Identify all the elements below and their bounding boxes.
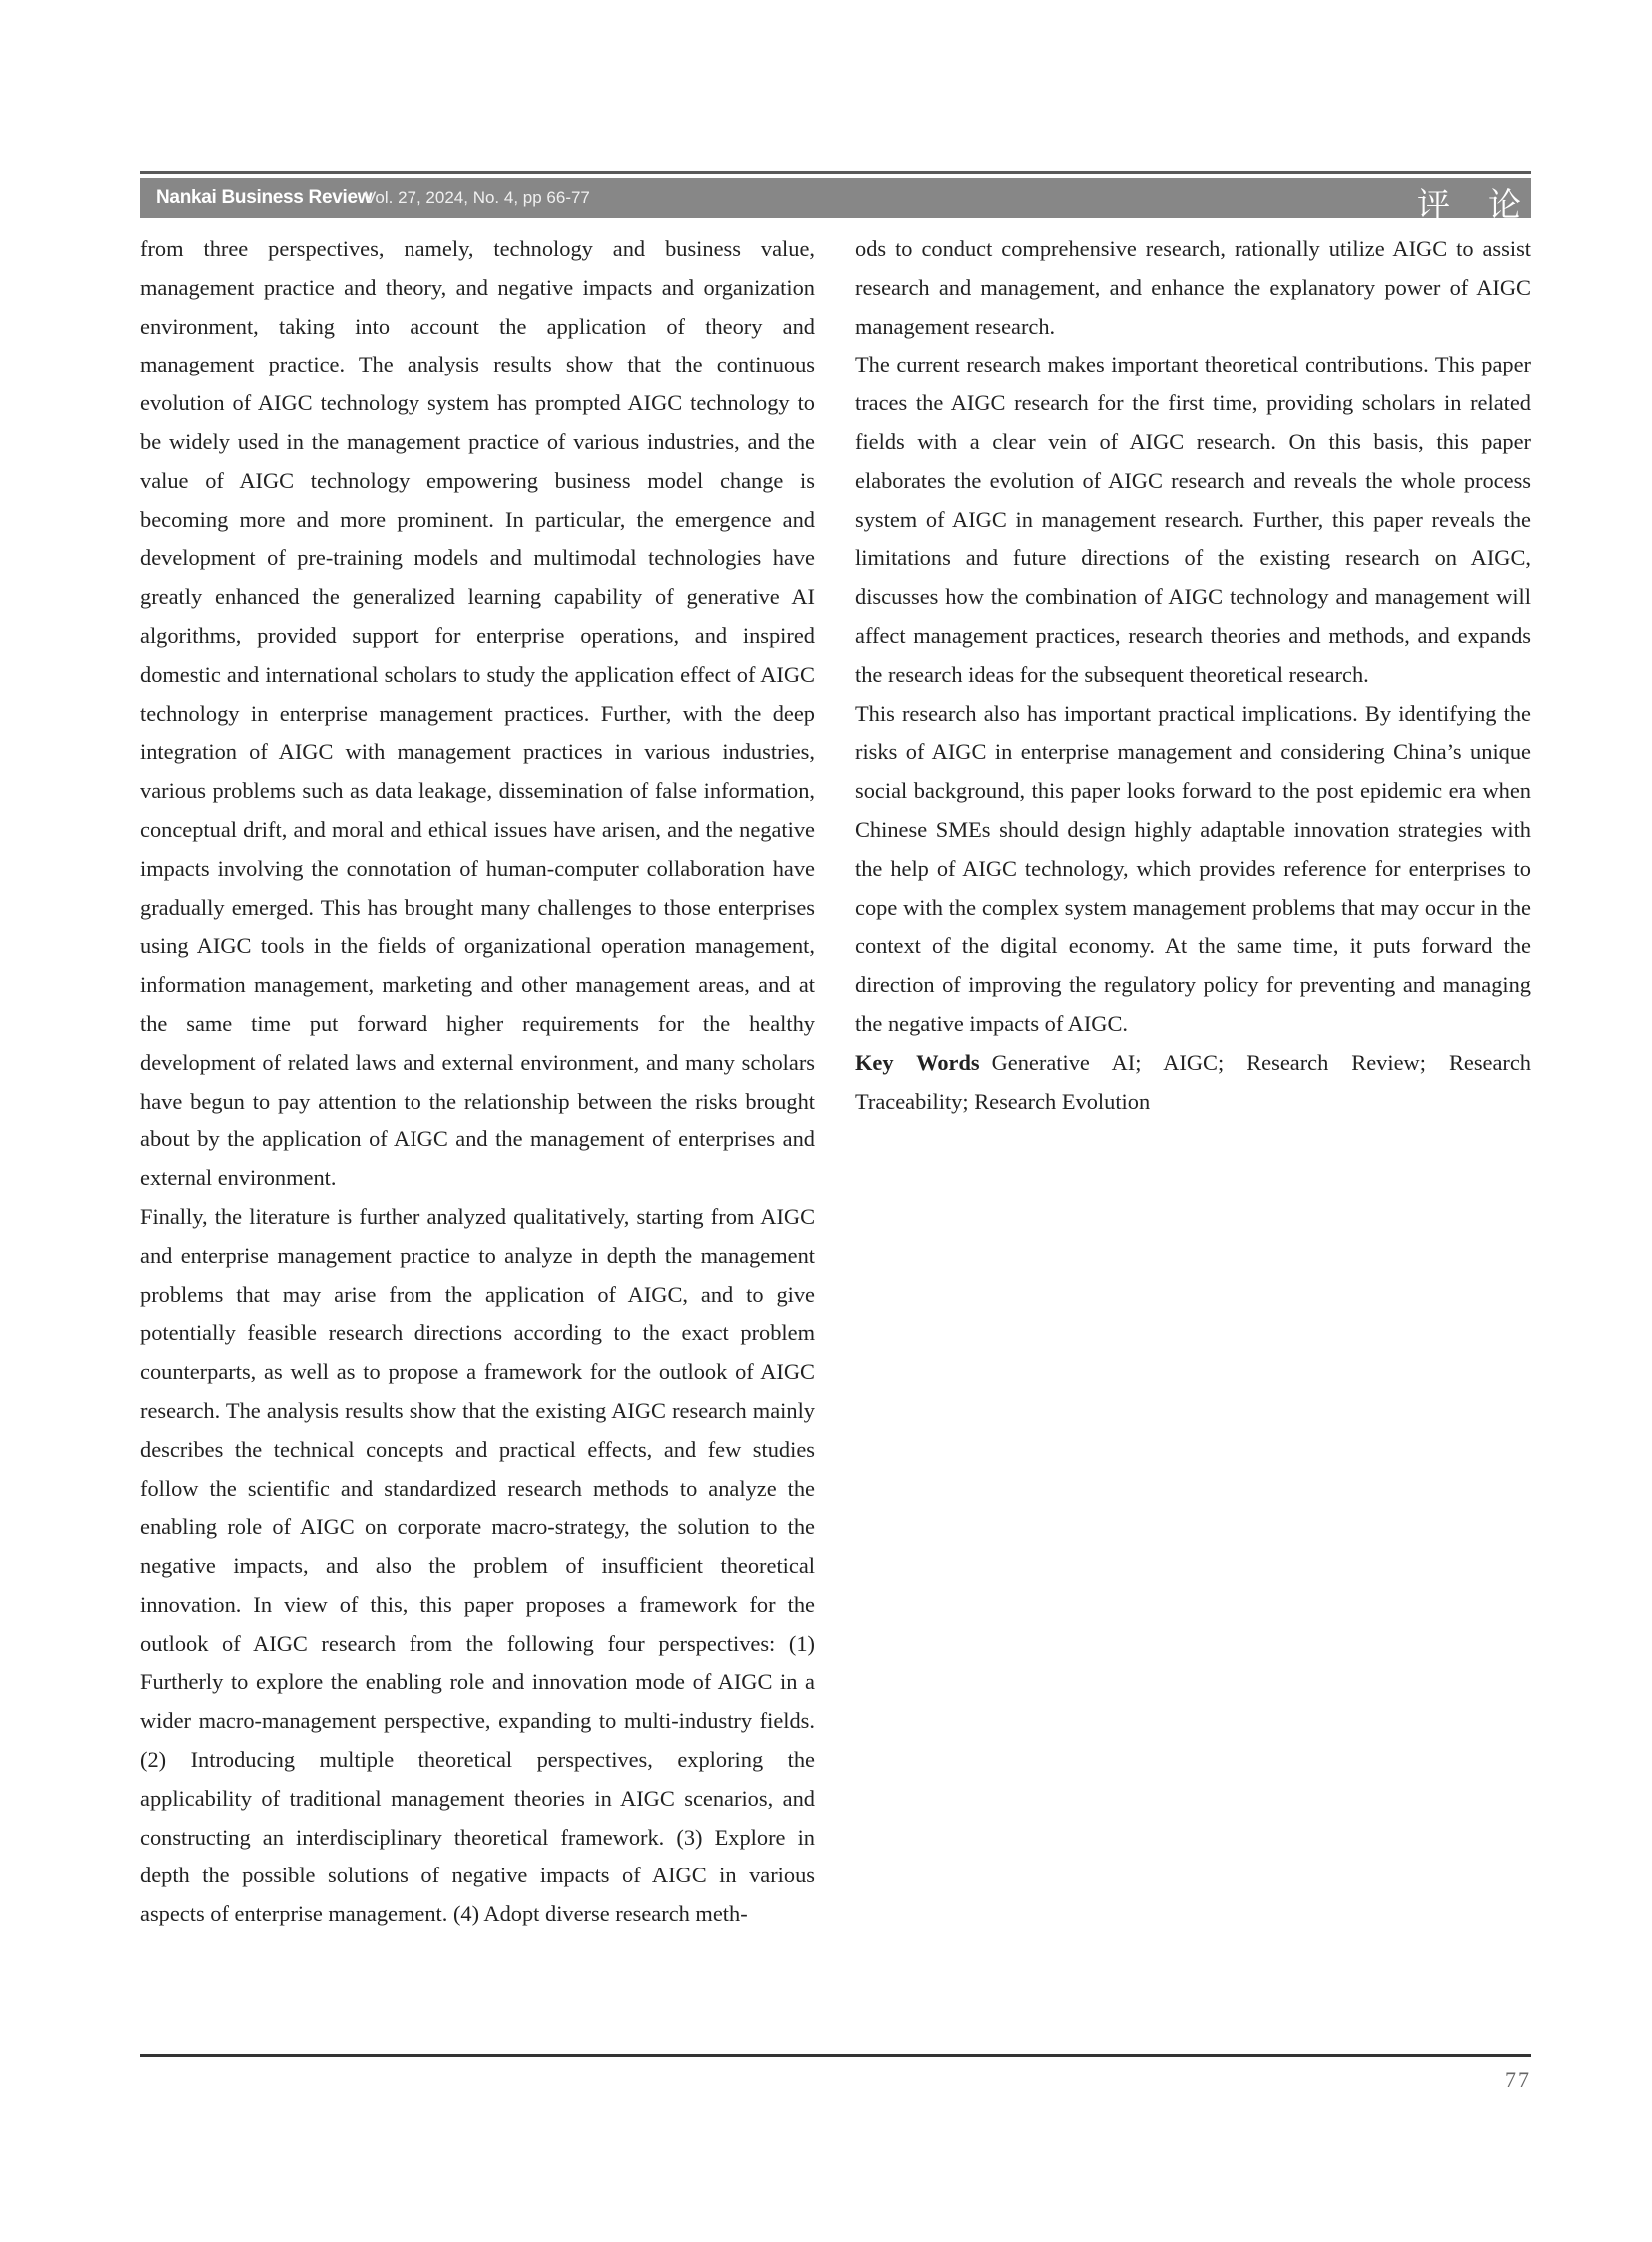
keywords bbox=[855, 1044, 1531, 1121]
footer-rule bbox=[140, 2054, 1531, 2057]
body-paragraph: The current research makes important theoretical contributions. This paper traces the AIGC research for the first time, providing scholars in related fields with a clear vein of AIGC research. On this basis, this paper elaborates the evolution of AIGC research and reveals the whole process system of AIGC in management research. Further, this paper reveals the limitations and future directions of the existing research on AIGC, discusses how the combination of AIGC technology and management will affect management practices, research theories and methods, and expands the research ideas for the subsequent theoretical research. bbox=[855, 352, 1531, 687]
page-number: 77 bbox=[1505, 2067, 1531, 2092]
body-paragraph: This research also has important practical implications. By identifying the risks of AIGC in enterprise management and considering China’s unique social background, this paper looks forward to the post epidemic era when Chinese SMEs should design highly adaptable innovation strategies with the help of AIGC technology, which provides reference for enterprises to cope with the complex system management problems that may occur in the context of the digital economy. At the same time, it puts forward the direction of improving the regulatory policy for preventing and managing the negative impacts of AIGC. bbox=[855, 700, 1531, 1036]
body-paragraph: Finally, the literature is further analyzed qualitatively, starting from AIGC and enterprise management practice to analyze in depth the management problems that may arise from the application of AIGC, and to give potentially feasible research directions according to the exact problem counterparts, as well as to propose a framework for the outlook of AIGC research. The analysis results show that the existing AIGC research mainly describes the technical concepts and practical effects, and few studies follow the scientific and standardized research methods to analyze the enabling role of AIGC on corporate macro-strategy, the solution to the negative impacts, and also the problem of insufficient theoretical innovation. In view of this, this paper proposes a framework for the outlook of AIGC research from the following four perspectives: (1) Furtherly to explore the enabling role and innovation mode of AIGC in a wider macro-management perspective, expanding to multi-industry fields. (2) Introducing multiple theoretical perspectives, exploring the applicability of traditional management theories in AIGC scenarios, and constructing an interdisciplinary theoretical framework. (3) Explore in depth the possible solutions of negative impacts of AIGC in various aspects of enterprise management. (4) Adopt diverse research meth- bbox=[140, 1203, 815, 1927]
body-paragraph: ods to conduct comprehensive research, rationally utilize AIGC to assist research and management, and enhance the explanatory power of AIGC management research. bbox=[855, 236, 1531, 339]
volume-info: Vol. 27, 2024, No. 4, pp 66-77 bbox=[365, 188, 590, 207]
section-label: 评论 bbox=[1417, 185, 1559, 224]
journal-name: Nankai Business Review bbox=[156, 187, 373, 208]
running-header bbox=[140, 178, 1559, 224]
keywords-text: Generative AI; AIGC; Research Review; Research Traceability; Research Evolution bbox=[855, 1049, 1531, 1114]
right-column bbox=[855, 230, 1531, 1121]
left-column bbox=[140, 230, 815, 1934]
keywords-label: Key Words bbox=[855, 1049, 980, 1075]
body-paragraph: from three perspectives, namely, technology and business value, management practice and theory, and negative impacts and organization environment, taking into account the application of theory and management practice. The analysis results show that the continuous evolution of AIGC technology system has prompted AIGC technology to be widely used in the management practice of various industries, and the value of AIGC technology empowering business model change is becoming more and more prominent. In particular, the emergence and development of pre-training models and multimodal technologies have greatly enhanced the generalized learning capability of generative AI algorithms, provided support for enterprise operations, and inspired domestic and international scholars to study the application effect of AIGC technology in enterprise management practices. Further, with the deep integration of AIGC with management practices in various industries, various problems such as data leakage, dissemination of false information, conceptual drift, and moral and ethical issues have arisen, and the negative impacts involving the connotation of human-computer collaboration have gradually emerged. This has brought many challenges to those enterprises using AIGC tools in the fields of organizational operation management, information management, marketing and other management areas, and at the same time put forward higher requirements for the healthy development of related laws and external environment, and many scholars have begun to pay attention to the relationship between the risks brought about by the application of AIGC and the management of enterprises and external environment. bbox=[140, 236, 815, 1191]
header-top-rule bbox=[140, 171, 1531, 174]
